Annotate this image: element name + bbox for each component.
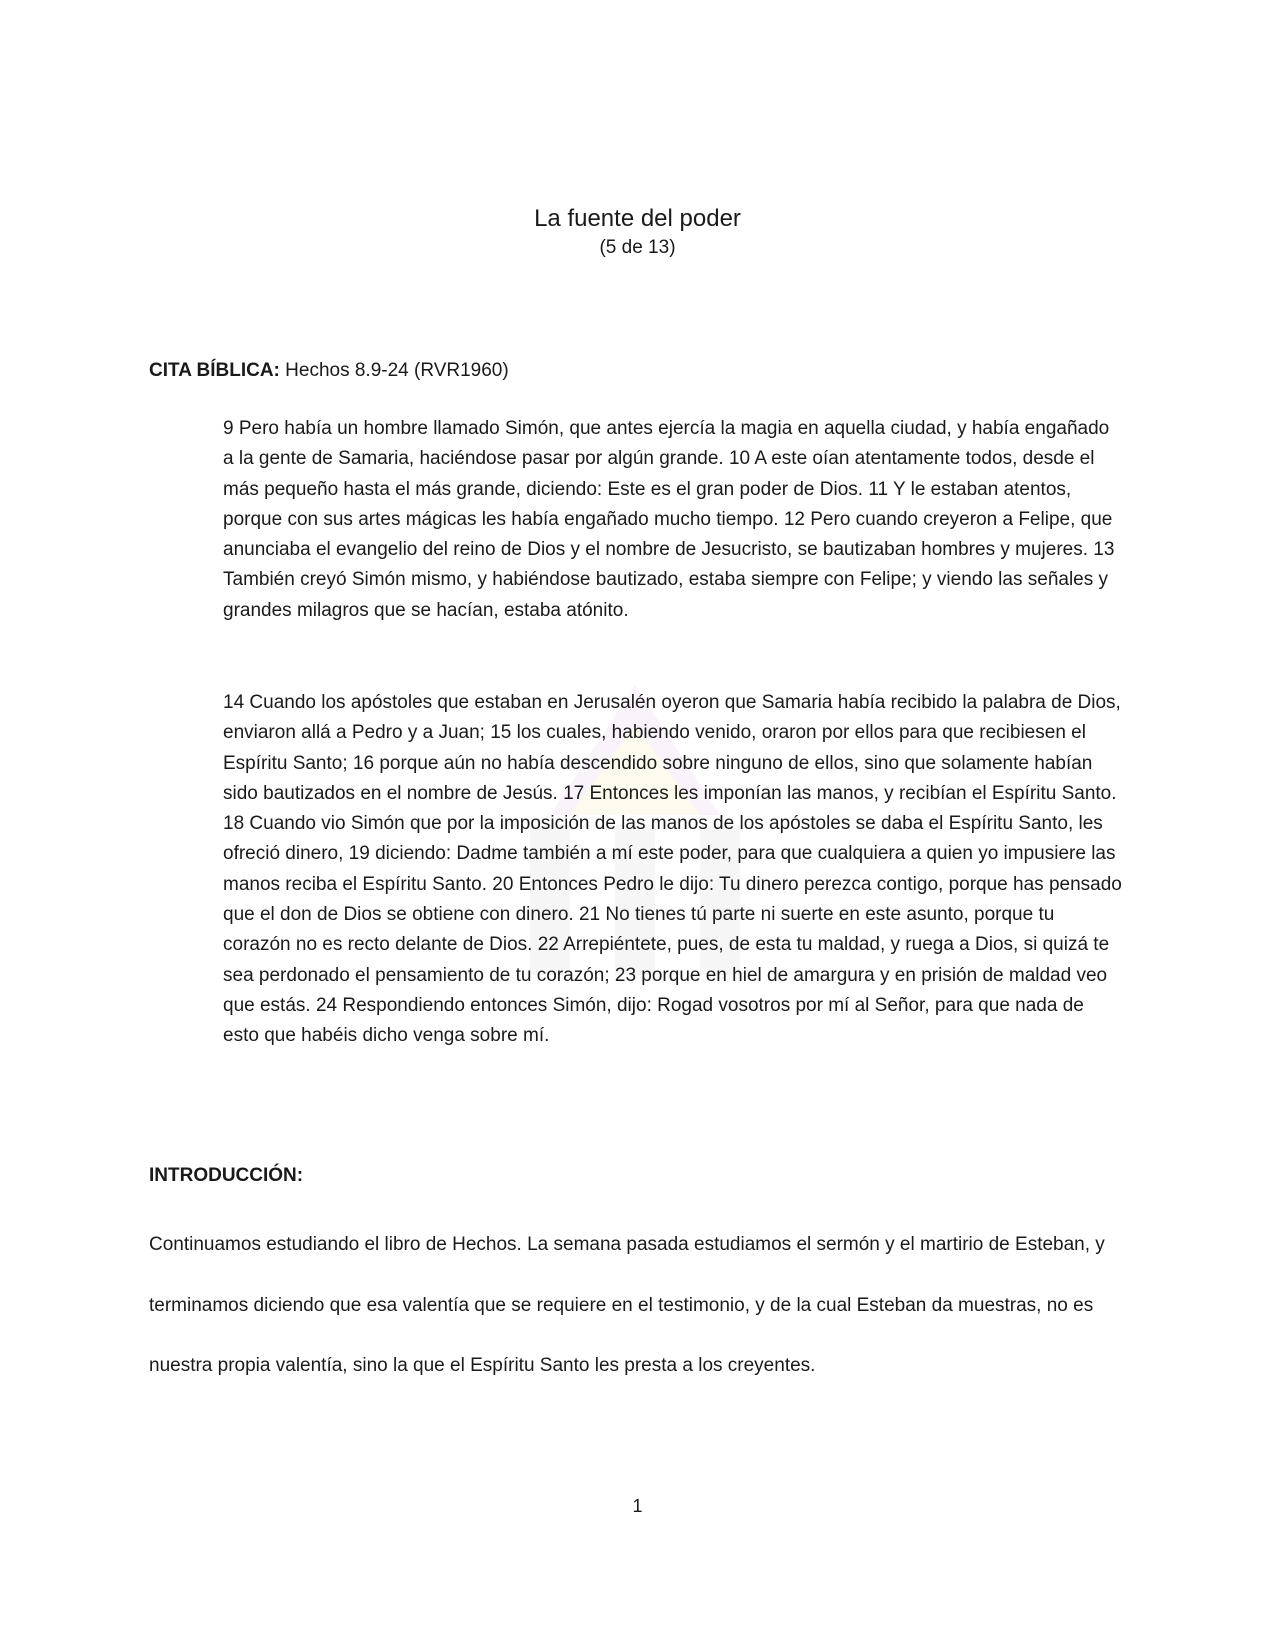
passage-paragraph-2: 14 Cuando los apóstoles que estaban en Jerusalén oyeron que Samaria había recibido la palabra de Dios, enviaron allá a Pedro y a Juan; 15 los cuales, habiendo venido, oraron por ellos para que recibiesen el Espíritu Santo; 16 porque aún no había descendido sobre ninguno de ellos, sino que solamente habían sido bautizados en el nombre de Jesús. 17 Entonces les imponían las manos, y recibían el Espíritu Santo. 18 Cuando vio Simón que por la imposición de las manos de los apóstoles se daba el Espíritu Santo, les ofreció dinero, 19 diciendo: Dadme también a mí este poder, para que cualquiera a quien yo impusiere las manos reciba el Espíritu Santo. 20 Entonces Pedro le dijo: Tu dinero perezca contigo, porque has pensado que el don de Dios se obtiene con dinero. 21 No tienes tú parte ni suerte en este asunto, porque tu corazón no es recto delante de Dios. 22 Arrepiéntete, pues, de esta tu maldad, y ruega a Dios, si quizá te sea perdonado el pensamiento de tu corazón; 23 porque en hiel de amargura y en prisión de maldad veo que estás. 24 Respondiendo entonces Simón, dijo: Rogad vosotros por mí al Señor, para que nada de esto que habéis dicho venga sobre mí. [223, 692, 1122, 1047]
citation-label: CITA BÍBLICA: [149, 360, 280, 381]
document-subtitle: (5 de 13) [599, 237, 676, 258]
passage-paragraph-1: 9 Pero había un hombre llamado Simón, que antes ejercía la magia en aquella ciudad, y había engañado a la gente de Samaria, haciéndose pasar por algún grande. 10 A este oían atentamente todos, desde el más pequeño hasta el más grande, diciendo: Este es el gran poder de Dios. 11 Y le estaban atentos, porque con sus artes mágicas les había engañado mucho tiempo. 12 Pero cuando creyeron a Felipe, que anunciaba el evangelio del reino de Dios y el nombre de Jesucristo, se bautizaban hombres y mujeres. 13 También creyó Simón mismo, y habiéndose bautizado, estaba siempre con Felipe; y viendo las señales y grandes milagros que se hacían, estaba atónito. [223, 418, 1115, 621]
bible-citation [149, 358, 509, 384]
introduction-heading: INTRODUCCIÓN: [149, 1165, 304, 1186]
citation-reference: Hechos 8.9-24 (RVR1960) [279, 360, 509, 381]
document-title: La fuente del poder [534, 205, 741, 232]
page-number: 1 [632, 1496, 643, 1516]
introduction-paragraph: Continuamos estudiando el libro de Hechos. La semana pasada estudiamos el sermón y el martirio de Esteban, y terminamos diciendo que esa valentía que se requiere en el testimonio, y de la cual Esteban da muestras, no es nuestra propia valentía, sino la que el Espíritu Santo les presta a los creyentes. [149, 1234, 1105, 1376]
